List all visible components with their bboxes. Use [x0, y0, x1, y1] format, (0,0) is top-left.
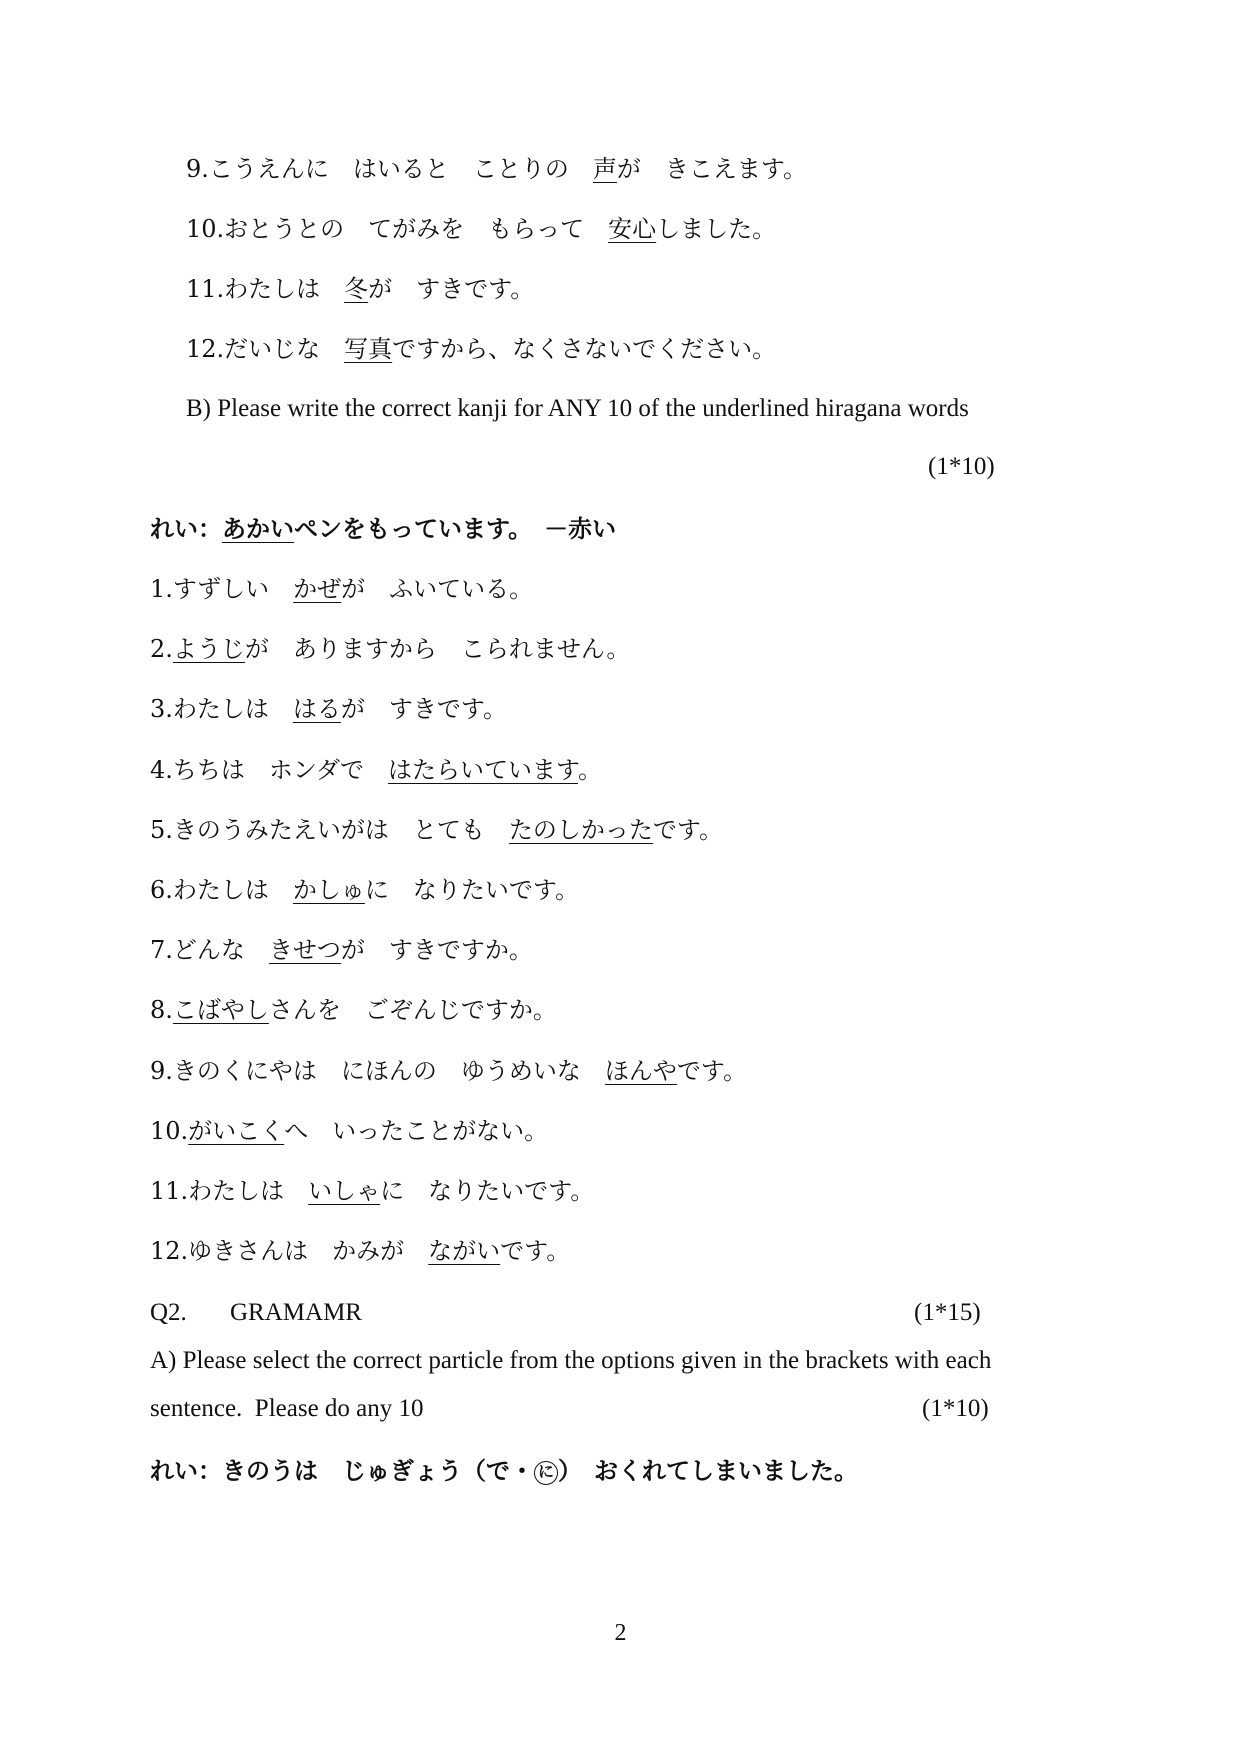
underlined-word: こばやし	[172, 996, 269, 1025]
item-number: 9.	[186, 155, 209, 183]
item-number: 5.	[150, 815, 173, 844]
section-b-item-11	[150, 1176, 594, 1206]
underlined-word: 声	[592, 155, 617, 183]
q2-example-post: ） おくれてしまいました。	[558, 1456, 858, 1485]
section-a-item-3	[186, 274, 534, 304]
item-number: 9.	[150, 1056, 173, 1085]
underlined-word: 安心	[608, 215, 657, 243]
item-text: おとうとの てがみを もらって	[224, 215, 609, 243]
item-text-end: ですから、なくさないでください。	[392, 335, 777, 363]
item-number: 10.	[186, 215, 225, 243]
section-b-item-4	[150, 755, 602, 785]
section-b-example	[150, 514, 616, 544]
item-text-end: が すきですか。	[340, 936, 533, 965]
item-text: ちちは ホンダで	[172, 755, 388, 784]
item-text: わたしは	[188, 1177, 309, 1205]
underlined-word: はたらいています	[387, 755, 579, 784]
underlined-word: 写真	[344, 335, 393, 363]
section-b-heading: B) Please write the correct kanji for ANY 10 of the underlined hiragana words	[186, 395, 969, 422]
underlined-word: たのしかった	[508, 815, 653, 844]
item-text: わたしは	[224, 275, 345, 303]
q2-label: Q2.	[150, 1299, 187, 1326]
section-b-item-6	[150, 875, 579, 905]
underlined-word: ながい	[428, 1237, 501, 1266]
section-b-item-5	[150, 815, 723, 845]
section-b-item-10	[150, 1116, 548, 1146]
section-a-item-1	[186, 154, 807, 184]
underlined-word: がいこく	[188, 1116, 285, 1145]
item-text-end: へ いったことがない。	[284, 1116, 549, 1145]
item-number: 7.	[150, 936, 173, 965]
item-text-end: が ありますから こられません。	[244, 635, 631, 664]
item-text-end: さんを ごぞんじですか。	[268, 996, 557, 1025]
item-number: 10.	[150, 1116, 189, 1145]
example-rest: ペンをもっています。 －赤い	[294, 514, 617, 543]
underlined-word: ようじ	[172, 635, 245, 664]
item-text-end: です。	[652, 815, 723, 844]
section-b-item-1	[150, 574, 533, 604]
example-underlined: あかい	[222, 514, 294, 543]
underlined-word: かぜ	[293, 575, 342, 603]
item-text: だいじな	[224, 335, 345, 363]
section-b-marks: (1*10)	[928, 453, 995, 480]
item-number: 2.	[150, 635, 173, 664]
q2-title: GRAMAMR	[230, 1299, 362, 1326]
item-number: 11.	[150, 1177, 189, 1205]
page-number: 2	[614, 1620, 627, 1646]
section-a-item-4	[186, 334, 776, 364]
item-number: 1.	[150, 575, 173, 603]
item-text: ゆきさんは かみが	[188, 1237, 429, 1266]
item-number: 8.	[150, 996, 173, 1025]
item-text-end: です。	[676, 1056, 747, 1085]
item-text-end: が きこえます。	[616, 155, 807, 183]
item-text: どんな	[172, 936, 269, 965]
circled-answer: に	[534, 1461, 558, 1485]
section-b-item-2	[150, 634, 630, 664]
item-number: 12.	[186, 335, 225, 363]
q2-a-instruction-line2: sentence. Please do any 10	[150, 1395, 424, 1422]
q2-example-pre: れい：きのうは じゅぎょう（で・	[150, 1456, 534, 1485]
item-text: わたしは	[172, 695, 293, 724]
item-text-end: が ふいている。	[341, 575, 534, 603]
item-text-end: が すきです。	[340, 695, 507, 724]
q2-a-marks: (1*10)	[922, 1395, 989, 1422]
underlined-word: ほんや	[604, 1056, 677, 1085]
q2-marks: (1*15)	[914, 1299, 981, 1326]
section-a-item-2	[186, 214, 776, 244]
section-b-item-8	[150, 995, 557, 1025]
item-number: 3.	[150, 695, 173, 724]
example-label: れい：	[150, 514, 222, 543]
item-text: わたしは	[172, 876, 293, 904]
item-number: 4.	[150, 755, 173, 784]
section-b-item-12	[150, 1236, 570, 1266]
item-text-end: に なりたいです。	[364, 876, 579, 904]
underlined-word: はる	[292, 695, 341, 724]
underlined-word: かしゅ	[292, 876, 365, 904]
item-number: 6.	[150, 876, 173, 904]
item-text-end: に なりたいです。	[380, 1177, 595, 1205]
underlined-word: いしゃ	[308, 1177, 381, 1205]
item-text: すずしい	[172, 575, 294, 603]
item-text: きのくにやは にほんの ゆうめいな	[172, 1056, 605, 1085]
section-b-item-3	[150, 694, 507, 724]
item-text-end: 。	[578, 755, 603, 784]
section-b-item-9	[150, 1056, 747, 1086]
item-text-end: しました。	[656, 215, 777, 243]
item-number: 12.	[150, 1237, 189, 1266]
item-text-end: が すきです。	[368, 275, 535, 303]
q2-example	[150, 1456, 858, 1486]
item-text: きのうみたえいがは とても	[172, 815, 509, 844]
item-text: こうえんに はいると ことりの	[208, 155, 593, 183]
item-number: 11.	[186, 275, 225, 303]
underlined-word: きせつ	[268, 936, 341, 965]
section-b-item-7	[150, 935, 533, 965]
underlined-word: 冬	[344, 275, 369, 303]
item-text-end: です。	[500, 1237, 571, 1266]
q2-a-instruction-line1: A) Please select the correct particle from the options given in the brackets with each	[150, 1347, 992, 1374]
